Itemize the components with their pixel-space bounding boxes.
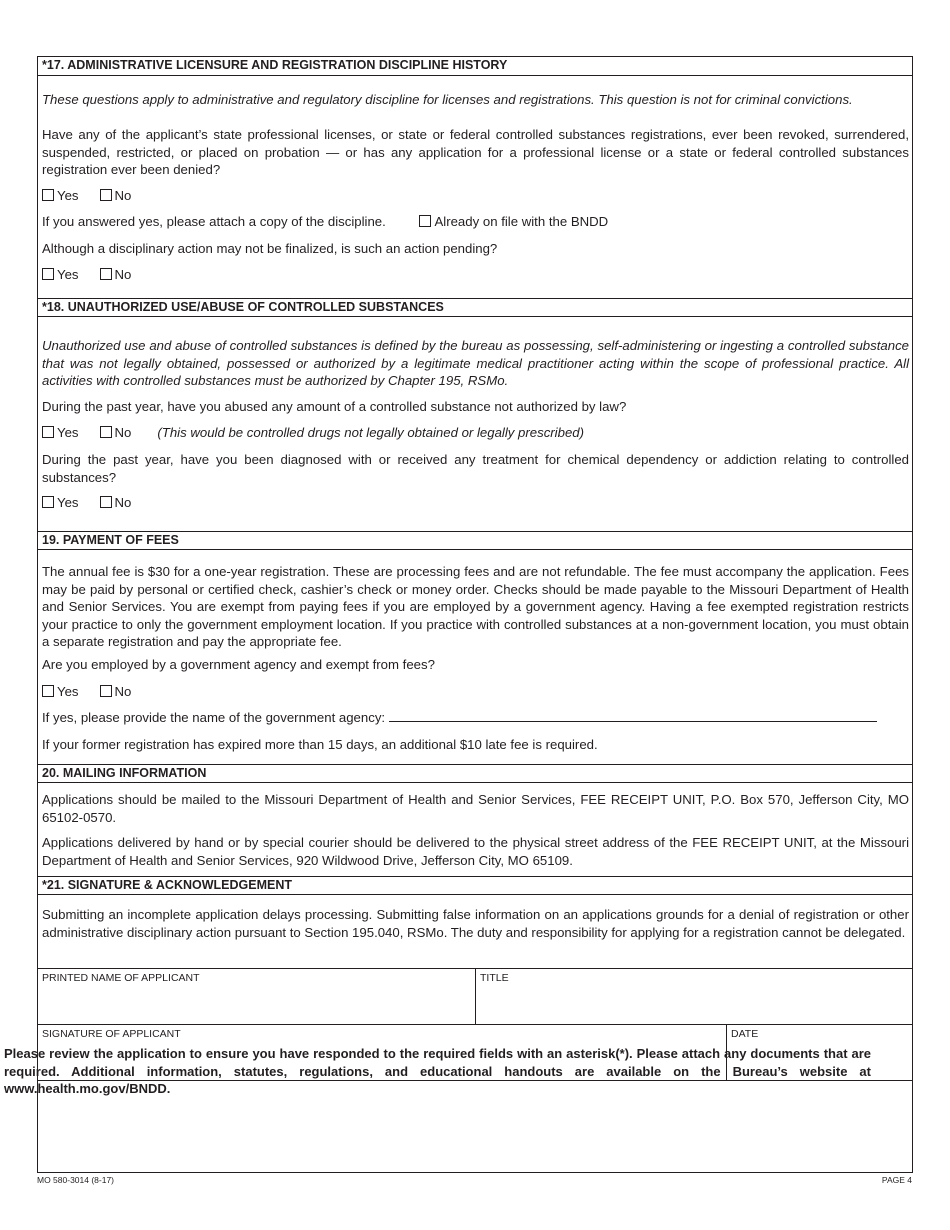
already-on-file-label: Already on file with the BNDD [434, 214, 609, 229]
section-21-body: Submitting an incomplete application delays processing. Submitting false information on an applications grounds for a denial of registration or other administrative disciplinary action pursuant to Section 195.040, RSMo. The duty and responsibility for applying for a registration cannot be delegated. [42, 907, 909, 940]
agency-name-label: If yes, please provide the name of the government agency: [42, 710, 386, 725]
s17-q2-yes-checkbox[interactable] [42, 268, 54, 280]
closing-instructions: Please review the application to ensure you have responded to the required fields with an asterisk(*). Please attach any documents that are required. Additional information, statutes, regulations, and educational handouts are available on the Bureau’s website at www.health.mo.gov/BNDD. [4, 1046, 871, 1096]
yes-label: Yes [57, 684, 79, 699]
no-label: No [114, 425, 132, 440]
s19-yes-checkbox[interactable] [42, 685, 54, 697]
section-20-hand-delivery: Applications delivered by hand or by special courier should be delivered to the physical street address of the FEE RECEIPT UNIT, at the Missouri Department of Health and Senior Services, 920 Wildwood Drive, Jefferson City, MO 65109. [42, 835, 909, 868]
form-number: MO 580-3014 (8-17) [37, 1175, 115, 1185]
signature-label: SIGNATURE OF APPLICANT [42, 1028, 181, 1040]
section-19-agency-row [42, 709, 877, 726]
printed-name-label: PRINTED NAME OF APPLICANT [42, 972, 200, 984]
section-17-heading: *17. ADMINISTRATIVE LICENSURE AND REGISTRATION DISCIPLINE HISTORY [38, 57, 912, 76]
title-field[interactable] [476, 982, 912, 1023]
section-19-options [42, 683, 152, 700]
no-label: No [114, 267, 132, 282]
section-20-mail: Applications should be mailed to the Missouri Department of Health and Senior Services, FEE RECEIPT UNIT, P.O. Box 570, Jefferson City, MO 65102-0570. [42, 792, 909, 825]
application-form-page [37, 56, 913, 1173]
section-17-intro: These questions apply to administrative and regulatory discipline for licenses and registrations. This question is not for criminal convictions. [42, 92, 853, 107]
grid-line [38, 1024, 912, 1025]
s17-q1-yes-checkbox[interactable] [42, 189, 54, 201]
yes-label: Yes [57, 425, 79, 440]
yes-label: Yes [57, 188, 79, 203]
s18-q1-no-checkbox[interactable] [100, 426, 112, 438]
printed-name-field[interactable] [38, 982, 474, 1023]
s18-q1-yes-checkbox[interactable] [42, 426, 54, 438]
section-19-heading: 19. PAYMENT OF FEES [38, 531, 912, 550]
section-20-heading: 20. MAILING INFORMATION [38, 764, 912, 783]
date-label: DATE [731, 1028, 759, 1040]
section-18-heading: *18. UNAUTHORIZED USE/ABUSE OF CONTROLLED SUBSTANCES [38, 298, 912, 317]
s17-q2-no-checkbox[interactable] [100, 268, 112, 280]
page-number: PAGE 4 [881, 1175, 912, 1185]
s19-no-checkbox[interactable] [100, 685, 112, 697]
already-on-file-checkbox[interactable] [419, 215, 431, 227]
section-18-q1-options [42, 424, 584, 441]
section-17-question-2: Although a disciplinary action may not be finalized, is such an action pending? [42, 241, 498, 256]
attach-discipline-text: If you answered yes, please attach a copy of the discipline. [42, 214, 386, 229]
section-21-heading: *21. SIGNATURE & ACKNOWLEDGEMENT [38, 876, 912, 895]
section-17-q1-options [42, 187, 152, 204]
section-19-question: Are you employed by a government agency and exempt from fees? [42, 657, 435, 672]
s18-q2-yes-checkbox[interactable] [42, 496, 54, 508]
section-18-question-2: During the past year, have you been diagnosed with or received any treatment for chemical dependency or addiction relating to controlled substances? [42, 452, 909, 485]
s18-q2-no-checkbox[interactable] [100, 496, 112, 508]
no-label: No [114, 188, 132, 203]
no-label: No [114, 684, 132, 699]
section-18-question-1: During the past year, have you abused any amount of a controlled substance not authorized by law? [42, 399, 627, 414]
section-18-q2-options [42, 494, 152, 511]
no-label: No [114, 495, 132, 510]
section-18-q1-note: (This would be controlled drugs not legally obtained or legally prescribed) [157, 425, 585, 440]
section-17-attach-row [42, 213, 608, 230]
section-19-late-fee: If your former registration has expired more than 15 days, an additional $10 late fee is required. [42, 737, 598, 752]
section-19-body: The annual fee is $30 for a one-year registration. These are processing fees and are not refundable. The fee must accompany the application. Fees may be paid by personal or certified check, cashier’s check or money order. Checks should be made payable to the Missouri Department of Health and Senior Services. You are exempt from paying fees if you are employed by a government agency. Having a fee exempted registration restricts your practice to only the government employment location. If you practice with controlled substances at a non-government location, you must obtain a separate registration and pay the appropriate fee. [42, 564, 909, 649]
section-17-question-1: Have any of the applicant’s state professional licenses, or state or federal controlled substances registrations, ever been revoked, surrendered, suspended, restricted, or placed on probation — or has any application for a professional license or a state or federal controlled substances registration ever been denied? [42, 127, 909, 177]
yes-label: Yes [57, 495, 79, 510]
title-label: TITLE [480, 972, 509, 984]
s17-q1-no-checkbox[interactable] [100, 189, 112, 201]
section-17-q2-options [42, 266, 152, 283]
yes-label: Yes [57, 267, 79, 282]
section-18-intro: Unauthorized use and abuse of controlled substances is defined by the bureau as possessing, self-administering or ingesting a controlled substance that was not legally obtained, possessed or authorized by a legitimate medical practitioner acting within the scope of professional practice. All activities with controlled substances must be authorized by Chapter 195, RSMo. [42, 338, 909, 388]
agency-name-field[interactable] [389, 709, 877, 722]
